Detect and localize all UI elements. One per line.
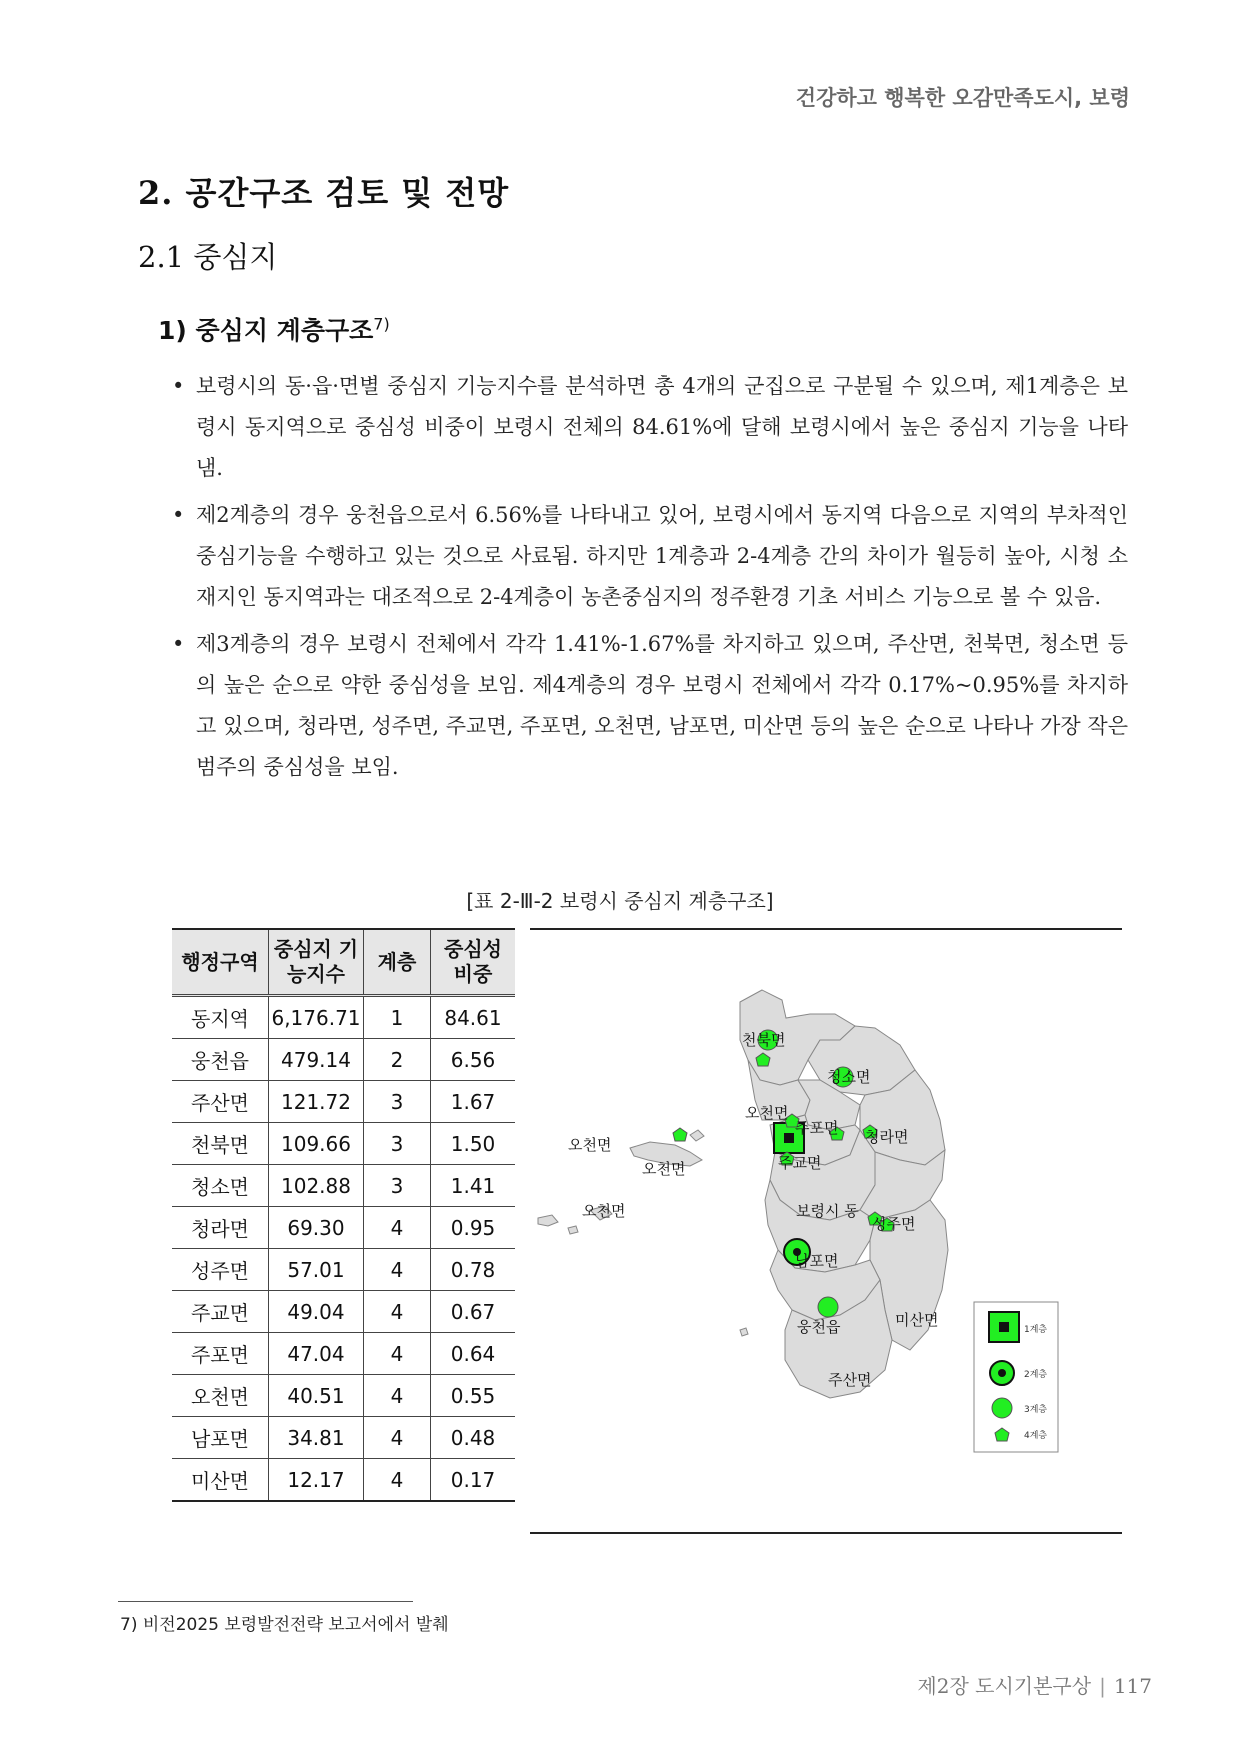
- cell-share: 6.56: [431, 1039, 516, 1081]
- hierarchy-table: [172, 928, 515, 1502]
- col-header-share: 중심성 비중: [431, 929, 516, 996]
- cell-index: 49.04: [269, 1291, 364, 1333]
- cell-tier: 4: [364, 1459, 431, 1502]
- cell-tier: 3: [364, 1165, 431, 1207]
- label-cheongso: 청소면: [827, 1068, 871, 1086]
- cell-share: 0.17: [431, 1459, 516, 1502]
- table-row: [172, 1333, 515, 1375]
- table-row: [172, 1375, 515, 1417]
- cell-share: 0.67: [431, 1291, 516, 1333]
- label-jupo: 주포면: [795, 1119, 839, 1137]
- cell-tier: 4: [364, 1291, 431, 1333]
- cell-tier: 3: [364, 1081, 431, 1123]
- map-figure: [530, 928, 1122, 1534]
- bullet-list: [168, 366, 1128, 794]
- cell-share: 0.78: [431, 1249, 516, 1291]
- label-nampo: 남포면: [795, 1252, 839, 1270]
- topic-heading-text: 1) 중심지 계층구조: [158, 316, 374, 345]
- cell-index: 109.66: [269, 1123, 364, 1165]
- cell-tier: 2: [364, 1039, 431, 1081]
- cell-share: 1.67: [431, 1081, 516, 1123]
- island-small-4: [568, 1226, 578, 1234]
- cell-index: 47.04: [269, 1333, 364, 1375]
- cell-share: 1.50: [431, 1123, 516, 1165]
- cell-index: 6,176.71: [269, 996, 364, 1039]
- running-header: 건강하고 행복한 오감만족도시, 보령: [795, 86, 1130, 110]
- label-boryeong-dong: 보령시 동: [796, 1202, 859, 1220]
- table-row: [172, 1081, 515, 1123]
- legend-tier1-core: [999, 1322, 1009, 1332]
- cell-tier: 3: [364, 1123, 431, 1165]
- island-small-3: [690, 1130, 704, 1141]
- cell-district: 남포면: [172, 1417, 269, 1459]
- footer-chapter: 제2장 도시기본구상: [917, 1674, 1092, 1698]
- table-row: [172, 1417, 515, 1459]
- cell-district: 주산면: [172, 1081, 269, 1123]
- cell-tier: 1: [364, 996, 431, 1039]
- cell-district: 주포면: [172, 1333, 269, 1375]
- table-row: [172, 1165, 515, 1207]
- table-row: [172, 1291, 515, 1333]
- table-row: [172, 1207, 515, 1249]
- table-body: [172, 996, 515, 1502]
- cell-share: 84.61: [431, 996, 516, 1039]
- topic-heading: [158, 311, 390, 347]
- cell-district: 주교면: [172, 1291, 269, 1333]
- cell-district: 오천면: [172, 1375, 269, 1417]
- legend-tier1-label: 1계층: [1024, 1325, 1048, 1335]
- tier1-symbol-dong-core: [784, 1133, 794, 1143]
- label-ocheon-island: 오천면: [642, 1160, 686, 1178]
- legend-tier2-core: [998, 1369, 1006, 1377]
- cell-district: 청소면: [172, 1165, 269, 1207]
- cell-district: 동지역: [172, 996, 269, 1039]
- cell-index: 69.30: [269, 1207, 364, 1249]
- cell-district: 천북면: [172, 1123, 269, 1165]
- label-ocheon-west: 오천면: [568, 1136, 612, 1154]
- cell-tier: 4: [364, 1375, 431, 1417]
- cell-district: 웅천읍: [172, 1039, 269, 1081]
- cell-district: 미산면: [172, 1459, 269, 1502]
- table-row: [172, 1039, 515, 1081]
- label-ungcheon: 웅천읍: [797, 1318, 841, 1336]
- subsection-heading: 2.1 중심지: [138, 240, 278, 274]
- footnote-reference[interactable]: 7): [373, 314, 390, 334]
- cell-index: 57.01: [269, 1249, 364, 1291]
- cell-index: 40.51: [269, 1375, 364, 1417]
- bullet-item: • 보령시의 동·읍·면별 중심지 기능지수를 분석하면 총 4개의 군집으로 구분될 수 있으며, 제1계층은 보령시 동지역으로 중심성 비중이 보령시 전체의 84.61%에 달해 보령시에서 높은 중심지 기능을 나타냄.: [168, 366, 1128, 489]
- label-cheonbuk: 천북면: [742, 1031, 786, 1049]
- label-ocheon-main: 오천면: [745, 1104, 789, 1122]
- page-number: 117: [1113, 1674, 1152, 1698]
- table-row: [172, 996, 515, 1039]
- cell-index: 121.72: [269, 1081, 364, 1123]
- legend-tier3-icon: [992, 1398, 1012, 1418]
- footnote-divider: [118, 1601, 413, 1602]
- table-header-row: [172, 929, 515, 996]
- bullet-item: • 제3계층의 경우 보령시 전체에서 각각 1.41%-1.67%를 차지하고 있으며, 주산면, 천북면, 청소면 등의 높은 순으로 약한 중심성을 보임. 제4계층의 경우 보령시 전체에서 각각 0.17%~0.95%를 차지하고 있으며, 청라면, 성주면, 주교면, 주포면, 오천면, 남포면, 미산면 등의 높은 순으로 나타나 가장 작은 범주의 중심성을 보임.: [168, 624, 1128, 788]
- table-row: [172, 1249, 515, 1291]
- legend-tier3-label: 3계층: [1024, 1405, 1048, 1415]
- table-caption: [표 2-Ⅲ-2 보령시 중심지 계층구조]: [466, 889, 774, 913]
- cell-share: 0.55: [431, 1375, 516, 1417]
- mainland: [740, 990, 948, 1398]
- cell-district: 청라면: [172, 1207, 269, 1249]
- label-jugyo: 주교면: [778, 1154, 822, 1172]
- legend-tier2-label: 2계층: [1024, 1370, 1048, 1380]
- label-seongju: 성주면: [872, 1215, 916, 1233]
- footer-separator: |: [1099, 1674, 1106, 1698]
- footnote: 7) 비전2025 보령발전전략 보고서에서 발췌: [120, 1615, 449, 1635]
- cell-share: 1.41: [431, 1165, 516, 1207]
- cell-tier: 4: [364, 1417, 431, 1459]
- map-legend: [974, 1302, 1058, 1452]
- legend-tier4-label: 4계층: [1024, 1431, 1048, 1441]
- cell-share: 0.48: [431, 1417, 516, 1459]
- cell-share: 0.95: [431, 1207, 516, 1249]
- island-small-1: [538, 1215, 558, 1226]
- cell-district: 성주면: [172, 1249, 269, 1291]
- bullet-item: • 제2계층의 경우 웅천읍으로서 6.56%를 나타내고 있어, 보령시에서 동지역 다음으로 지역의 부차적인 중심기능을 수행하고 있는 것으로 사료됨. 하지만 1계층과 2-4계층 간의 차이가 월등히 높아, 시청 소재지인 동지역과는 대조적으로 2-4계층이 농촌중심지의 정주환경 기초 서비스 기능으로 볼 수 있음.: [168, 495, 1128, 618]
- section-heading: 2. 공간구조 검토 및 전망: [138, 174, 510, 212]
- tier3-symbol-jusan: [818, 1297, 838, 1317]
- col-header-district: 행정구역: [172, 929, 269, 996]
- cell-tier: 4: [364, 1333, 431, 1375]
- tier4-symbol-ocheon: [673, 1128, 687, 1141]
- boryeong-map: [530, 930, 1122, 1528]
- label-misan: 미산면: [895, 1311, 939, 1329]
- cell-index: 479.14: [269, 1039, 364, 1081]
- table-row: [172, 1123, 515, 1165]
- cell-index: 102.88: [269, 1165, 364, 1207]
- cell-share: 0.64: [431, 1333, 516, 1375]
- label-ocheon-far: 오천면: [582, 1202, 626, 1220]
- page-footer: [917, 1670, 1152, 1699]
- col-header-index: 중심지 기능지수: [269, 929, 364, 996]
- island-small-5: [740, 1328, 748, 1336]
- cell-index: 12.17: [269, 1459, 364, 1502]
- label-cheongra: 청라면: [865, 1128, 909, 1146]
- cell-tier: 4: [364, 1207, 431, 1249]
- col-header-tier: 계층: [364, 929, 431, 996]
- label-jusan: 주산면: [828, 1371, 872, 1389]
- table-row: [172, 1459, 515, 1502]
- cell-tier: 4: [364, 1249, 431, 1291]
- cell-index: 34.81: [269, 1417, 364, 1459]
